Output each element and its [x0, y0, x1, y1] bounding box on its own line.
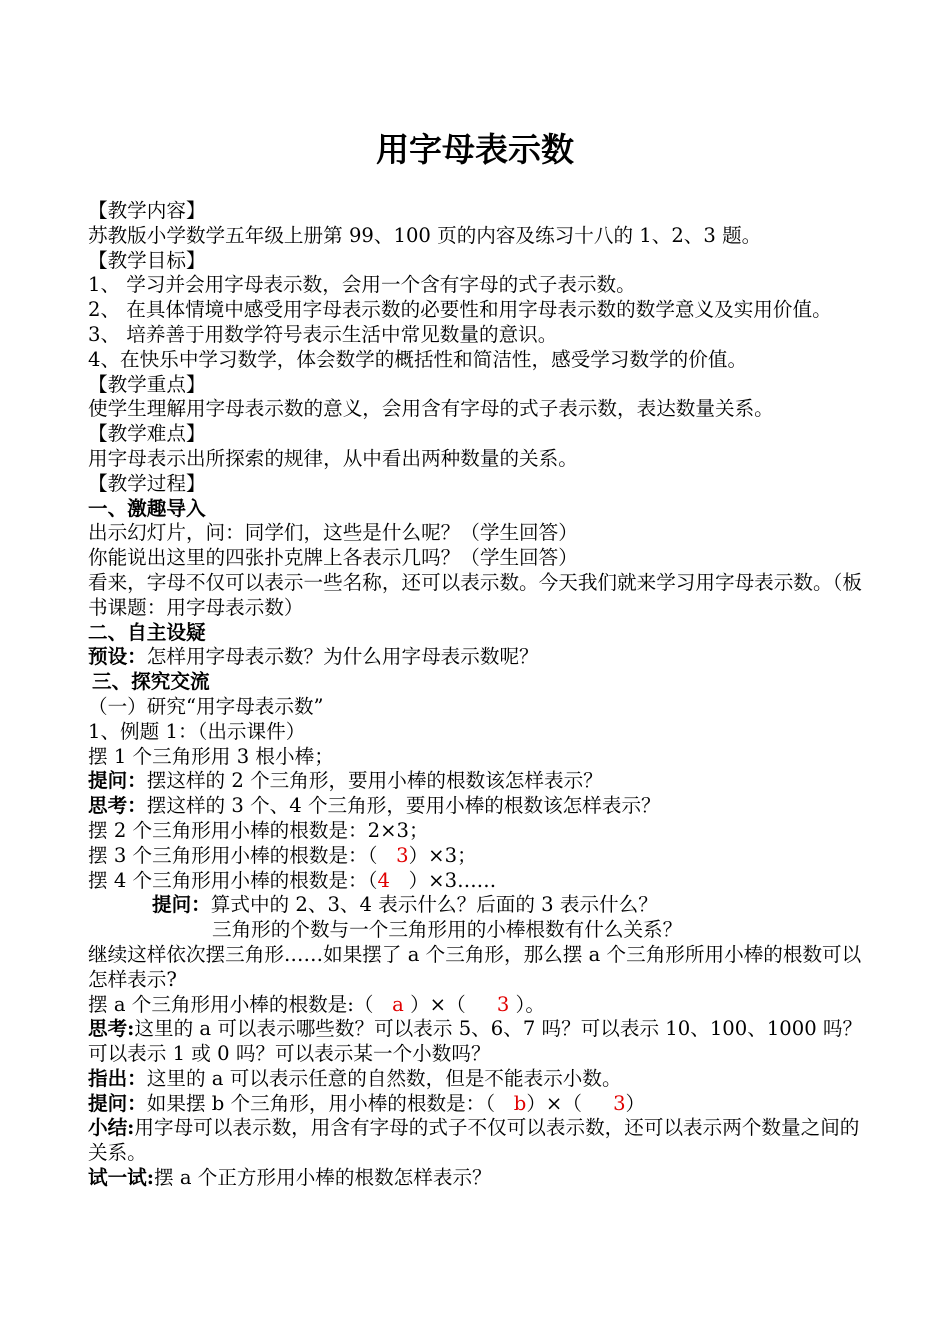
paragraph: [88, 1067, 878, 1092]
goal-item: 4、在快乐中学习数学，体会数学的概括性和简洁性，感受学习数学的价值。: [88, 347, 748, 371]
paragraph: [88, 769, 878, 794]
paragraph: 1、例题 1：（出示课件）: [88, 719, 306, 743]
text: 摆 4 个三角形用小棒的根数是：（: [88, 868, 378, 892]
text: 这里的 a 可以表示哪些数？可以表示 5、6、7 吗？可以表示 10、100、1000 吗？可以表示 1 或 0 吗？可以表示某一个小数吗？: [88, 1017, 863, 1066]
answer: 4: [377, 868, 390, 892]
text: 三角形的个数与一个三角形用的小棒根数有什么关系？: [212, 918, 683, 942]
text: 用字母可以表示数，用含有字母的式子不仅可以表示数，还可以表示两个数量之间的关系。: [88, 1116, 860, 1165]
section-heading-key-points: 【教学重点】: [88, 372, 206, 396]
answer: 3: [496, 992, 510, 1016]
label: 思考:: [88, 1017, 135, 1041]
text: ）: [625, 1091, 646, 1115]
goal-item: 3、 培养善于用数学符号表示生活中常见数量的意识。: [88, 322, 558, 346]
answer: 3: [613, 1091, 626, 1115]
text: ）×（: [410, 992, 466, 1016]
paragraph: 使学生理解用字母表示数的意义，会用含有字母的式子表示数，表达数量关系。: [88, 397, 774, 421]
paragraph: [88, 1166, 878, 1191]
text: 摆这样的 2 个三角形，要用小棒的根数该怎样表示？: [146, 769, 603, 793]
formula-line: 摆 2 个三角形用小棒的根数是：2×3；: [88, 818, 429, 842]
paragraph: [88, 918, 878, 943]
text: ）。: [515, 992, 545, 1016]
text: ）×3……: [408, 868, 497, 892]
text: 摆 a 个三角形用小棒的根数是:（: [88, 992, 374, 1016]
answer: b: [513, 1091, 527, 1115]
goal-item: 1、 学习并会用字母表示数，会用一个含有字母的式子表示数。: [88, 273, 636, 297]
text: 这里的 a 可以表示任意的自然数，但是不能表示小数。: [146, 1066, 622, 1090]
section-heading-content: 【教学内容】: [88, 199, 206, 222]
text: 如果摆 b 个三角形，用小棒的根数是：（: [146, 1091, 496, 1115]
label: 试一试:: [88, 1166, 155, 1190]
text: 怎样用字母表示数？为什么用字母表示数呢？: [146, 645, 539, 669]
section-heading-goals: 【教学目标】: [88, 248, 206, 272]
text: ）×3；: [408, 843, 477, 867]
text: 摆 3 个三角形用小棒的根数是：（: [88, 843, 378, 867]
paragraph: [88, 1116, 878, 1166]
label: 思考：: [88, 794, 147, 818]
section-heading-process: 【教学过程】: [88, 471, 206, 495]
paragraph: （一）研究“用字母表示数”: [88, 694, 324, 718]
page-title: 用字母表示数: [376, 130, 574, 169]
section-heading-difficulties: 【教学难点】: [88, 422, 206, 446]
subheading-explore: 三、探究交流: [92, 670, 210, 694]
paragraph: 摆 1 个三角形用 3 根小棒；: [88, 744, 334, 768]
paragraph: 继续这样依次摆三角形……如果摆了 a 个三角形，那么摆 a 个三角形所用小棒的根数可以怎样表示?: [88, 942, 862, 991]
paragraph: [88, 645, 878, 670]
formula-line: [88, 844, 878, 869]
goal-item: 2、 在具体情境中感受用字母表示数的必要性和用字母表示数的数学意义及实用价值。: [88, 298, 832, 322]
text: ）×（: [526, 1091, 582, 1115]
text: 摆这样的 3 个、4 个三角形，要用小棒的根数该怎样表示？: [146, 794, 661, 818]
answer: a: [392, 992, 404, 1016]
label: 预设：: [88, 645, 147, 669]
paragraph: [88, 893, 878, 918]
paragraph: [88, 1092, 878, 1117]
paragraph: 出示幻灯片，问：同学们，这些是什么呢？（学生回答）: [88, 521, 578, 545]
paragraph: 看来，字母不仅可以表示一些名称，还可以表示数。今天我们就来学习用字母表示数。（板书课题：用字母表示数）: [88, 570, 862, 619]
paragraph: [88, 794, 878, 819]
text: 摆 a 个正方形用小棒的根数怎样表示？: [154, 1166, 492, 1190]
formula-line: [88, 993, 878, 1018]
text: 算式中的 2、3、4 表示什么？后面的 3 表示什么？: [210, 893, 658, 917]
label: 指出：: [88, 1066, 147, 1090]
paragraph: [88, 1017, 878, 1067]
subheading-questions: 二、自主设疑: [88, 620, 206, 644]
paragraph: 苏教版小学数学五年级上册第 99、100 页的内容及练习十八的 1、2、3 题。: [88, 223, 762, 247]
answer: 3: [396, 843, 409, 867]
label: 提问：: [88, 1091, 147, 1115]
label: 提问：: [88, 769, 147, 793]
label: 小结:: [88, 1116, 135, 1140]
document-body: [88, 199, 878, 1191]
paragraph: 你能说出这里的四张扑克牌上各表示几吗？（学生回答）: [88, 546, 578, 570]
paragraph: 用字母表示出所探索的规律，从中看出两种数量的关系。: [88, 446, 578, 470]
subheading-intro: 一、激趣导入: [88, 496, 206, 520]
formula-line: [88, 869, 878, 894]
label: 提问：: [152, 893, 211, 917]
